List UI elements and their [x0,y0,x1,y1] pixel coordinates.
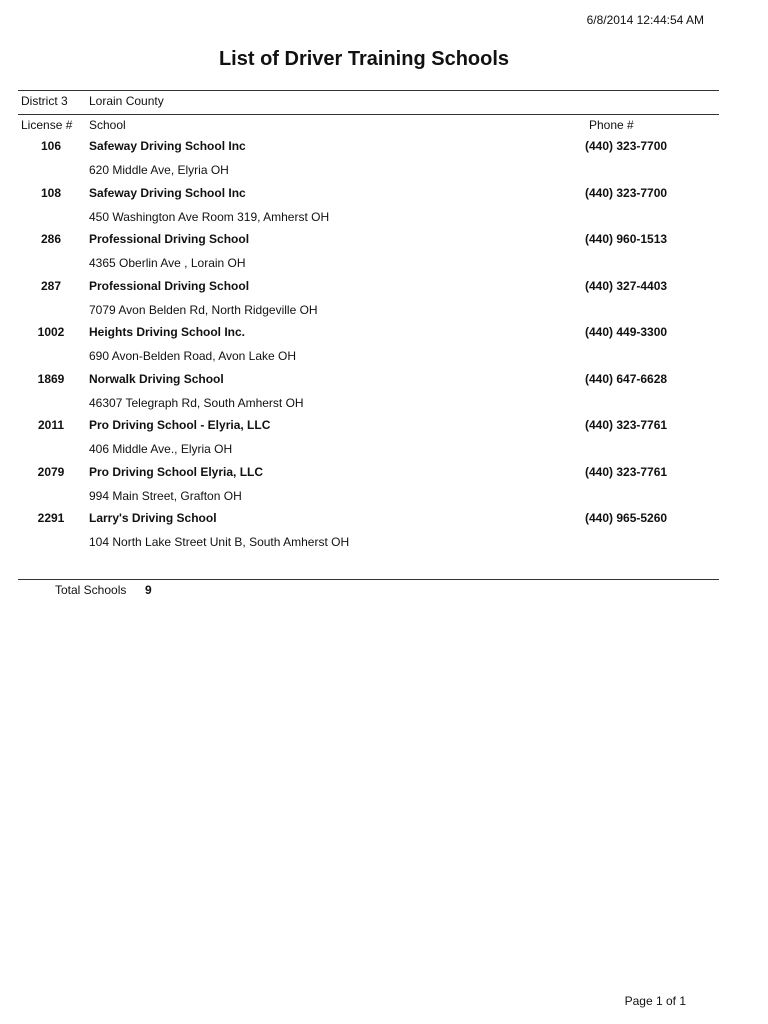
school-entry [0,279,768,326]
school-name: Safeway Driving School Inc [89,139,246,153]
school-name: Norwalk Driving School [89,371,224,386]
total-schools-value: 9 [145,583,152,597]
school-phone: (440) 323-7700 [585,185,668,200]
school-phone: (440) 647-6628 [585,371,668,386]
license-number: 2291 [37,511,65,525]
total-schools-label: Total Schools [55,583,127,597]
school-phone: (440) 449-3300 [585,325,668,339]
license-number: 108 [40,185,62,200]
column-header-phone: Phone # [589,118,634,132]
report-timestamp: 6/8/2014 12:44:54 AM [586,13,704,27]
school-address: 104 North Lake Street Unit B, South Amherst OH [89,535,350,549]
header-mid-divider [18,114,719,115]
school-name: Pro Driving School Elyria, LLC [89,464,264,479]
school-phone: (440) 965-5260 [585,511,668,525]
license-number: 1869 [37,371,65,386]
footer-divider [18,579,719,580]
school-entry [0,511,768,558]
school-address: 690 Avon-Belden Road, Avon Lake OH [89,349,297,363]
school-entry [0,418,768,465]
school-phone: (440) 323-7761 [585,464,668,479]
license-number: 106 [40,139,62,153]
column-header-school: School [89,118,126,132]
school-entry [0,186,768,233]
school-entry [0,372,768,419]
school-address: 46307 Telegraph Rd, South Amherst OH [89,395,304,410]
column-header-license: License # [21,118,73,132]
school-name: Professional Driving School [89,278,250,293]
page-number: Page 1 of 1 [624,994,686,1008]
school-address: 450 Washington Ave Room 319, Amherst OH [89,209,330,224]
license-number: 1002 [37,325,65,339]
license-number: 287 [40,278,62,293]
school-name: Safeway Driving School Inc [89,185,246,200]
school-phone: (440) 323-7700 [585,139,668,153]
school-entry [0,232,768,279]
county-label: Lorain County [89,94,164,108]
license-number: 2079 [37,464,65,479]
school-entry [0,325,768,372]
school-address: 4365 Oberlin Ave , Lorain OH [89,256,246,270]
school-entry [0,465,768,512]
school-address: 620 Middle Ave, Elyria OH [89,163,229,177]
license-number: 286 [40,232,62,246]
school-name: Pro Driving School - Elyria, LLC [89,418,271,432]
school-name: Larry's Driving School [89,511,217,525]
header-top-divider [18,90,719,91]
report-title: List of Driver Training Schools [218,48,510,70]
school-entry [0,139,768,186]
school-address: 994 Main Street, Grafton OH [89,488,242,503]
school-phone: (440) 323-7761 [585,418,668,432]
school-list [0,139,768,558]
school-name: Heights Driving School Inc. [89,325,246,339]
school-phone: (440) 327-4403 [585,278,668,293]
school-address: 7079 Avon Belden Rd, North Ridgeville OH [89,302,318,317]
license-number: 2011 [37,418,65,432]
school-phone: (440) 960-1513 [585,232,668,246]
district-label: District 3 [21,94,68,108]
school-address: 406 Middle Ave., Elyria OH [89,442,233,456]
school-name: Professional Driving School [89,232,250,246]
